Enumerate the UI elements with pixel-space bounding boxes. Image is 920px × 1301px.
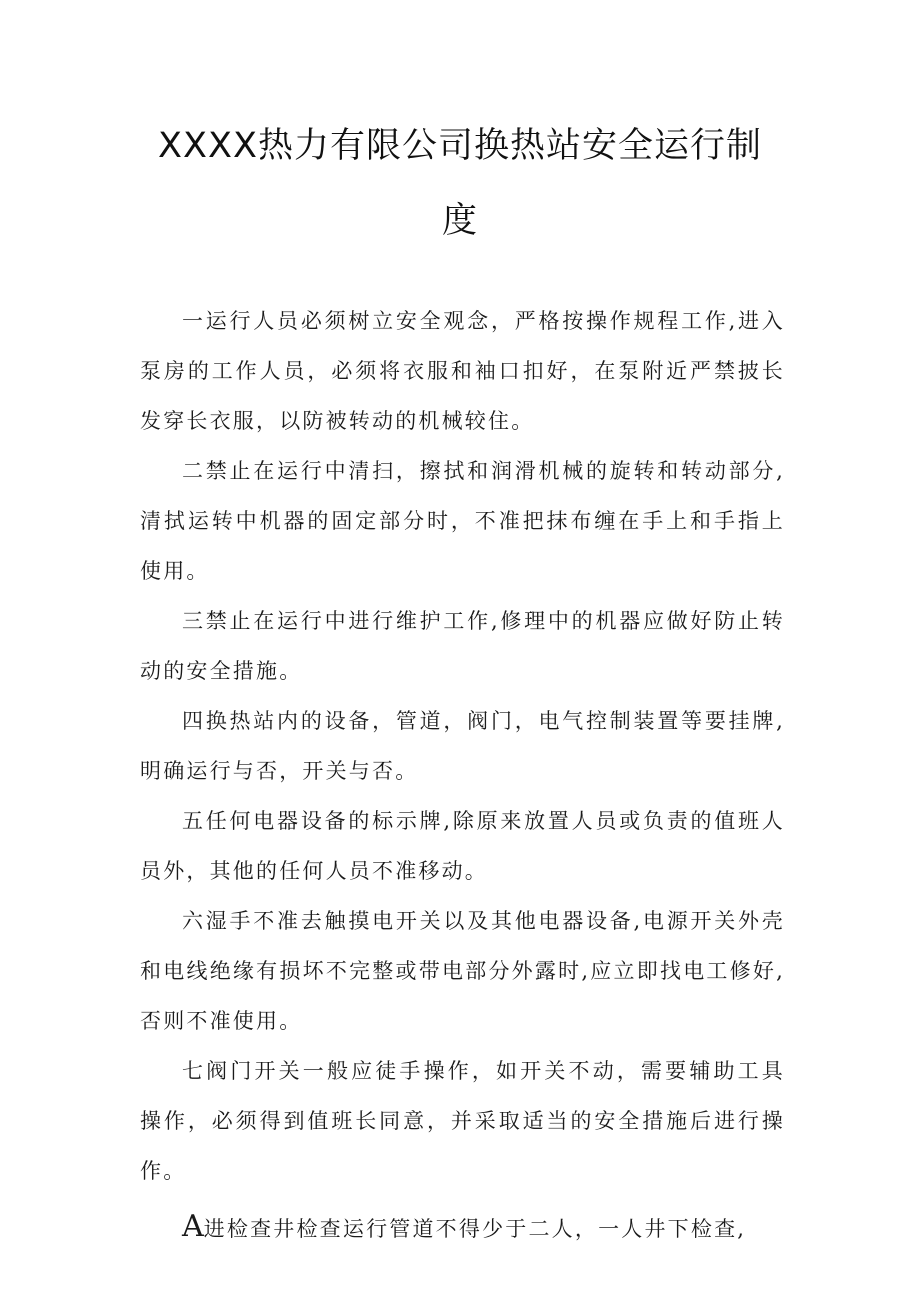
document-title-line-2: 度 [441, 201, 478, 241]
paragraph-8-lead-letter: A [182, 1209, 204, 1244]
paragraph-3: 三禁止在运行中进行维护工作,修理中的机器应做好防止转动的安全措施。 [140, 609, 785, 683]
paragraph-2: 二禁止在运行中清扫，擦拭和润滑机械的旋转和转动部分,清拭运转中机器的固定部分时，不准把抹布缠在手上和手指上使用。 [140, 459, 785, 583]
paragraph-8 [140, 1202, 785, 1254]
document-body [140, 296, 785, 1254]
paragraph-6: 六湿手不准去触摸电开关以及其他电器设备,电源开关外壳和电线绝缘有损坏不完整或带电部分外露时,应立即找电工修好,否则不准使用。 [140, 909, 785, 1033]
paragraph-5: 五任何电器设备的标示牌,除原来放置人员或负责的值班人员外，其他的任何人员不准移动。 [140, 809, 785, 883]
paragraph-1: 一运行人员必须树立安全观念，严格按操作规程工作,进入泵房的工作人员，必须将衣服和袖口扣好，在泵附近严禁披长发穿长衣服，以防被转动的机械较住。 [140, 309, 785, 433]
paragraph-4: 四换热站内的设备，管道，阀门，电气控制装置等要挂牌,明确运行与否，开关与否。 [140, 709, 785, 783]
document-title-line-1: XXXX热力有限公司换热站安全运行制 [158, 126, 762, 166]
paragraph-8-text: 进检查井检查运行管道不得少于二人，一人井下检查, [203, 1217, 747, 1241]
paragraph-7: 七阀门开关一般应徒手操作，如开关不动，需要辅助工具操作，必须得到值班长同意，并采取适当的安全措施后进行操作。 [140, 1059, 785, 1183]
